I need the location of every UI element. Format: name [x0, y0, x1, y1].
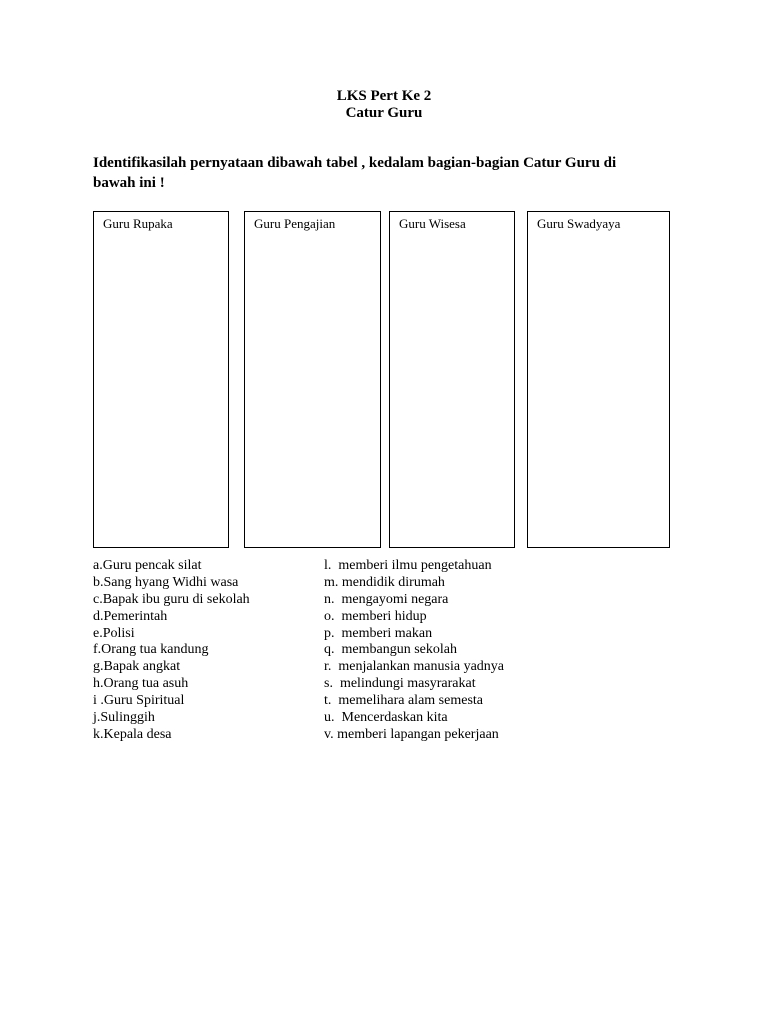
box-label: Guru Wisesa — [399, 216, 466, 231]
instruction-text: Identifikasilah pernyataan dibawah tabel , kedalam bagian-bagian Catur Guru di bawah ini ! — [93, 155, 617, 191]
list-item: j.Sulinggih — [93, 710, 155, 726]
list-item: q. membangun sekolah — [324, 642, 457, 658]
answer-box-guru-wisesa[interactable] — [389, 211, 515, 548]
list-item: t. memelihara alam semesta — [324, 693, 483, 709]
list-item: g.Bapak angkat — [93, 659, 181, 675]
list-item: n. mengayomi negara — [324, 591, 449, 607]
list-item: a.Guru pencak silat — [93, 558, 202, 573]
answer-box-guru-pengajian[interactable] — [244, 211, 381, 548]
list-item: o. memberi hidup — [324, 608, 427, 624]
document-subtitle: Catur Guru — [345, 105, 423, 121]
answer-box-guru-swadyaya[interactable] — [527, 211, 670, 548]
list-item: k.Kepala desa — [93, 726, 172, 742]
list-item: l. memberi ilmu pengetahuan — [324, 558, 492, 573]
list-item: u. Mencerdaskan kita — [324, 710, 448, 726]
list-item: m. mendidik dirumah — [324, 574, 445, 590]
answer-box-guru-rupaka[interactable] — [93, 211, 229, 548]
list-item: i .Guru Spiritual — [93, 693, 185, 709]
box-label: Guru Swadyaya — [537, 216, 621, 231]
list-item: b.Sang hyang Widhi wasa — [93, 574, 239, 590]
document-title: LKS Pert Ke 2 — [336, 88, 432, 104]
list-item: s. melindungi masyrarakat — [324, 676, 476, 692]
statement-list-right — [324, 558, 504, 744]
list-item: r. menjalankan manusia yadnya — [324, 659, 504, 675]
box-label: Guru Pengajian — [254, 216, 336, 231]
list-item: e.Polisi — [93, 625, 135, 641]
list-item: f.Orang tua kandung — [93, 642, 209, 658]
box-label: Guru Rupaka — [103, 216, 173, 231]
list-item: v. memberi lapangan pekerjaan — [324, 726, 499, 742]
list-item: c.Bapak ibu guru di sekolah — [93, 591, 250, 607]
list-item: h.Orang tua asuh — [93, 676, 189, 692]
list-item: p. memberi makan — [324, 625, 433, 641]
list-item: d.Pemerintah — [93, 608, 168, 624]
statement-list-left — [93, 558, 250, 744]
